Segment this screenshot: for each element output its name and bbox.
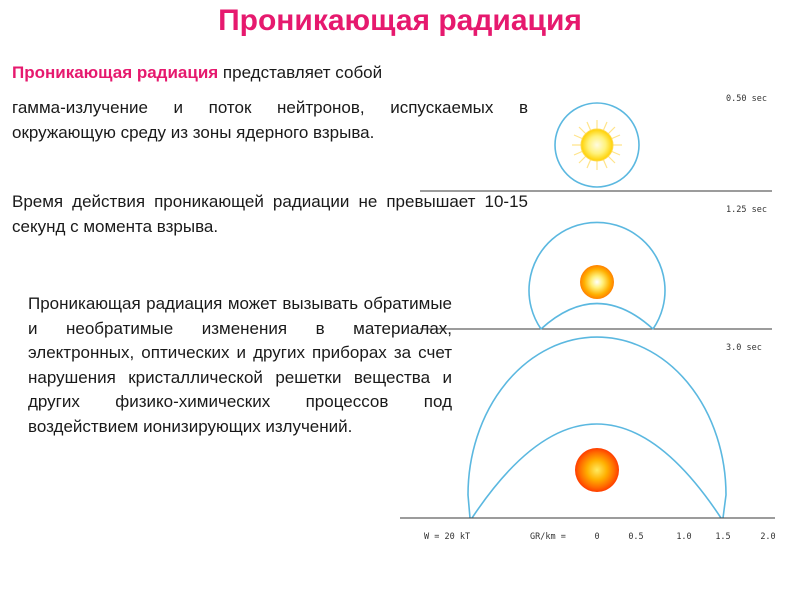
axis-tick-4: 2.0: [760, 532, 776, 542]
fireball-2: [580, 265, 614, 299]
time-label-2: 1.25 sec: [726, 205, 767, 215]
axis-tick-2: 1.0: [676, 532, 692, 542]
reflected-wave-2: [541, 304, 653, 330]
axis-tick-1: 0.5: [628, 532, 644, 542]
time-label-1: 0.50 sec: [726, 94, 767, 104]
slide-title: Проникающая радиация: [218, 4, 582, 37]
time-paragraph: Время действия проникающей радиации не превышает 10-15 секунд с момента взрыва.: [12, 192, 528, 236]
intro-rest: представляет собой: [218, 63, 383, 82]
fireball-3: [575, 448, 619, 492]
axis-label: GR/km =: [530, 532, 566, 542]
effects-paragraph: Проникающая радиация может вызывать обратимые и необратимые изменения в материалах, электронных, оптических и других приборах за счет нарушения кристаллической решетки вещества и других физико-химических процессов под воздействием ионизирующих излучений.: [28, 294, 452, 436]
intro-highlight: Проникающая радиация: [12, 63, 219, 82]
gamma-paragraph: гамма-излучение и поток нейтронов, испускаемых в окружающую среду из зоны ядерного взрыва.: [12, 98, 528, 142]
distance-axis: [400, 518, 776, 542]
frame-3: [468, 337, 762, 518]
axis-tick-0: 0: [594, 532, 600, 542]
frame-1: [420, 94, 772, 191]
yield-label: W = 20 kT: [424, 532, 471, 542]
axis-tick-3: 1.5: [715, 532, 731, 542]
fireball-1: [581, 129, 613, 161]
frame-2: [420, 205, 772, 329]
time-label-3: 3.0 sec: [726, 343, 762, 353]
